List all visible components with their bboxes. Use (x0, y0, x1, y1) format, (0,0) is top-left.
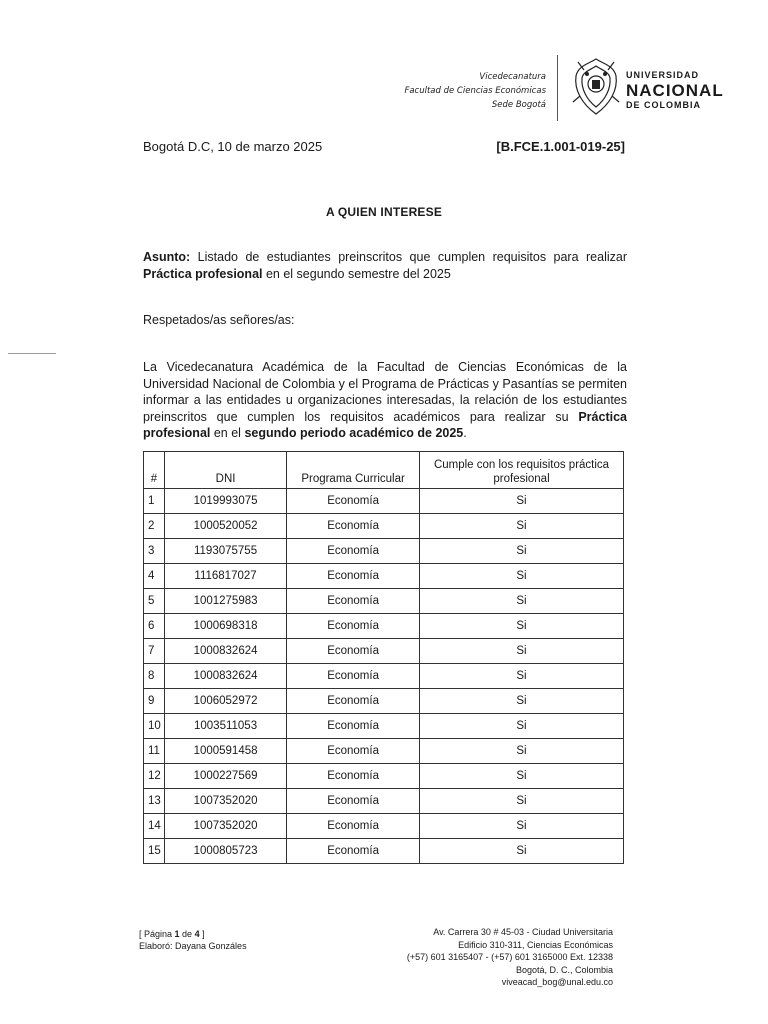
cell-program: Economía (287, 514, 420, 539)
table-row (144, 614, 624, 639)
table-header-row (144, 452, 624, 489)
cell-program: Economía (287, 764, 420, 789)
cell-dni: 1001275983 (164, 589, 286, 614)
table-row (144, 664, 624, 689)
header-requirements: Cumple con los requisitos práctica profesional (420, 452, 624, 489)
cell-program: Economía (287, 664, 420, 689)
letter-date: Bogotá D.C, 10 de marzo 2025 (143, 139, 323, 154)
page-total: 4 (194, 929, 200, 939)
cell-requirements: Si (420, 514, 624, 539)
table-row (144, 589, 624, 614)
table-row (144, 514, 624, 539)
table-row (144, 839, 624, 864)
body-bold-1: Práctica profesional (143, 409, 627, 440)
header-index: # (144, 452, 165, 489)
cell-dni: 1006052972 (164, 689, 286, 714)
university-logo-text (626, 70, 724, 111)
cell-index: 3 (144, 539, 165, 564)
cell-index: 4 (144, 564, 165, 589)
address-line: Av. Carrera 30 # 45-03 - Ciudad Universitaria (433, 927, 613, 937)
cell-index: 12 (144, 764, 165, 789)
cell-index: 5 (144, 589, 165, 614)
faculty-header (404, 70, 546, 112)
cell-requirements: Si (420, 639, 624, 664)
cell-program: Economía (287, 689, 420, 714)
header-program: Programa Curricular (287, 452, 420, 489)
cell-dni: 1000832624 (164, 664, 286, 689)
table-row (144, 789, 624, 814)
header-divider (557, 55, 558, 121)
cell-program: Economía (287, 714, 420, 739)
table-row (144, 689, 624, 714)
cell-requirements: Si (420, 839, 624, 864)
cell-program: Economía (287, 489, 420, 514)
cell-requirements: Si (420, 714, 624, 739)
cell-program: Economía (287, 614, 420, 639)
university-line: UNIVERSIDAD (626, 70, 700, 80)
page-current: 1 (174, 929, 180, 939)
cell-program: Economía (287, 814, 420, 839)
cell-dni: 1000227569 (164, 764, 286, 789)
email-link[interactable]: viveacad_bog@unal.edu.co (501, 977, 613, 988)
cell-dni: 1019993075 (164, 489, 286, 514)
table-row (144, 489, 624, 514)
table-row (144, 814, 624, 839)
cell-index: 8 (144, 664, 165, 689)
cell-index: 6 (144, 614, 165, 639)
cell-dni: 1000805723 (164, 839, 286, 864)
cell-index: 2 (144, 514, 165, 539)
cell-index: 11 (144, 739, 165, 764)
cell-dni: 1007352020 (164, 789, 286, 814)
greeting: Respetados/as señores/as: (143, 313, 295, 327)
cell-index: 13 (144, 789, 165, 814)
table-row (144, 739, 624, 764)
cell-index: 15 (144, 839, 165, 864)
page-indicator (139, 928, 247, 940)
page-prefix: [ Página (139, 929, 175, 939)
cell-index: 14 (144, 814, 165, 839)
address-line: (+57) 601 3165407 - (+57) 601 3165000 Ext. 12338 (406, 952, 613, 963)
header-dni: DNI (164, 452, 286, 489)
cell-dni: 1000698318 (164, 614, 286, 639)
cell-program: Economía (287, 739, 420, 764)
table-row (144, 539, 624, 564)
cell-dni: 1007352020 (164, 814, 286, 839)
cell-index: 9 (144, 689, 165, 714)
body-end: . (463, 426, 467, 440)
cell-requirements: Si (420, 614, 624, 639)
subject-text: Listado de estudiantes preinscritos que cumplen requisitos para realizar (190, 250, 627, 264)
table-row (144, 639, 624, 664)
letter-reference: [B.FCE.1.001-019-25] (496, 139, 625, 154)
page-mid: de (179, 929, 195, 939)
students-table (143, 451, 624, 864)
margin-mark (8, 353, 56, 354)
cell-dni: 1000591458 (164, 739, 286, 764)
header-line: Facultad de Ciencias Económicas (404, 86, 546, 96)
cell-program: Economía (287, 639, 420, 664)
cell-requirements: Si (420, 789, 624, 814)
body-paragraph (143, 359, 627, 442)
cell-dni: 1000832624 (164, 639, 286, 664)
subject-bold: Práctica profesional (143, 266, 263, 281)
addressee: A QUIEN INTERESE (325, 205, 443, 219)
subject-tail: en el segundo semestre del 2025 (262, 266, 451, 281)
cell-requirements: Si (420, 589, 624, 614)
cell-dni: 1116817027 (164, 564, 286, 589)
address-line: Bogotá, D. C., Colombia (515, 964, 613, 975)
cell-requirements: Si (420, 489, 624, 514)
university-line: DE COLOMBIA (626, 100, 701, 110)
cell-program: Economía (287, 789, 420, 814)
body-bold-2: segundo periodo académico de 2025 (244, 426, 464, 440)
header-line: Vicedecanatura (479, 72, 546, 82)
cell-program: Economía (287, 589, 420, 614)
cell-index: 1 (144, 489, 165, 514)
cell-requirements: Si (420, 539, 624, 564)
subject-label: Asunto: (143, 250, 191, 264)
university-seal-icon (570, 56, 622, 118)
page-suffix: ] (199, 929, 205, 939)
header-line: Sede Bogotá (491, 100, 546, 110)
cell-program: Economía (287, 564, 420, 589)
cell-requirements: Si (420, 564, 624, 589)
footer-address (407, 926, 613, 989)
cell-requirements: Si (420, 739, 624, 764)
footer-left (139, 928, 247, 952)
subject-paragraph (143, 249, 627, 282)
university-line: NACIONAL (626, 81, 724, 100)
cell-dni: 1193075755 (164, 539, 286, 564)
cell-program: Economía (287, 539, 420, 564)
cell-program: Economía (287, 839, 420, 864)
table-row (144, 714, 624, 739)
table-row (144, 764, 624, 789)
cell-requirements: Si (420, 689, 624, 714)
prepared-by: Elaboró: Dayana Gonzáles (139, 941, 247, 951)
cell-dni: 1003511053 (164, 714, 286, 739)
cell-requirements: Si (420, 764, 624, 789)
cell-dni: 1000520052 (164, 514, 286, 539)
cell-index: 10 (144, 714, 165, 739)
cell-requirements: Si (420, 814, 624, 839)
body-mid: en el (210, 426, 245, 440)
address-line: Edificio 310-311, Ciencias Económicas (458, 939, 613, 950)
cell-index: 7 (144, 639, 165, 664)
cell-requirements: Si (420, 664, 624, 689)
table-row (144, 564, 624, 589)
body-text: La Vicedecanatura Académica de la Facultad de Ciencias Económicas de la Universidad Nacional de Colombia y el Programa de Prácticas y Pasantías se permiten informar a las entidades u organizaciones interesadas, la relación de los estudiantes preinscritos que cumplen los requisitos académicos para realizar su (143, 360, 627, 424)
